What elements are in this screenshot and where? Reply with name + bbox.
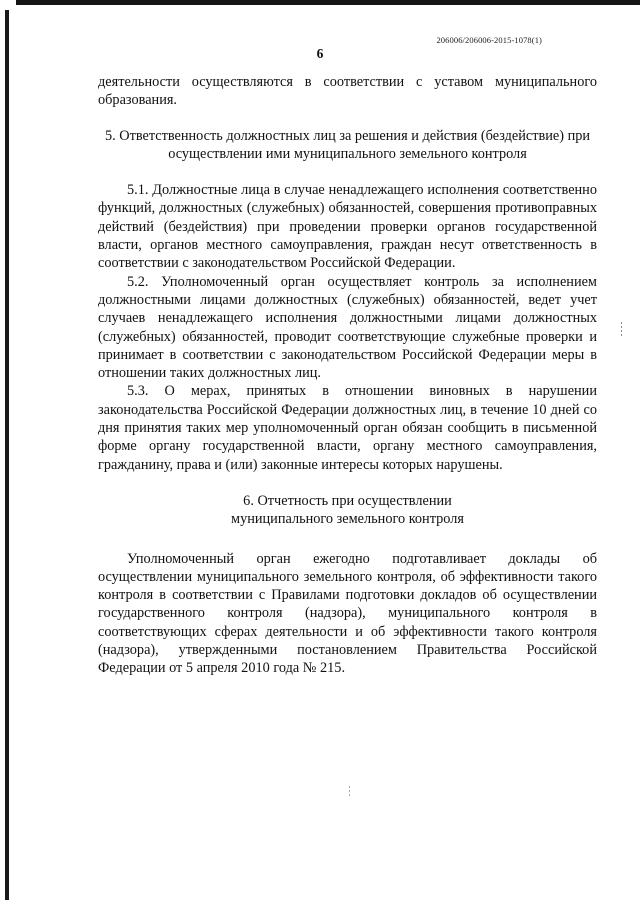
- section-6-title-line-2: муниципального земельного контроля: [231, 511, 464, 528]
- clause-5-3: 5.3. О мерах, принятых в отношении виновных в нарушении законодательства Российской Федерации должностных лиц, в течение 10 дней со дня принятия таких мер уполномоченный орган обязан сообщить в письменной форме органу государственной власти, органу местного самоуправления, гражданину, права и (или) законные интересы которых нарушены.: [98, 383, 597, 473]
- clause-5-1: 5.1. Должностные лица в случае ненадлежащего исполнения соответственно функций, должностных (служебных) обязанностей, совершения противоправных действий (бездействия) при проведении проверки органов государственной власти, органов местного самоуправления, граждан несут ответственность в соответствии с законодательством Российской Федерации.: [98, 182, 597, 272]
- section-6-title-line-1: 6. Отчетность при осуществлении: [243, 492, 452, 509]
- scan-artifact-mark: [349, 786, 350, 796]
- scan-artifact-mark: [621, 322, 622, 336]
- scan-top-border: [16, 0, 640, 5]
- opening-paragraph: деятельности осуществляются в соответствии с уставом муниципального образования.: [98, 74, 597, 109]
- section-6-paragraph: Уполномоченный орган ежегодно подготавливает доклады об осуществлении муниципального земельного контроля, об эффективности такого контроля в соответствии с Правилами подготовки докладов об осуществлении государственного контроля (надзора), муниципального контроля в соответствующих сферах деятельности и об эффективности такого контроля (надзора), утвержденными постановлением Правительства Российской Федерации от 5 апреля 2010 года № 215.: [98, 550, 597, 677]
- section-6-title: [98, 492, 597, 529]
- clause-5-2: 5.2. Уполномоченный орган осуществляет контроль за исполнением должностными лицами должностных (служебных) обязанностей, ведет учет случаев ненадлежащего исполнения должностными лицами должностных (служебных) обязанностей, проводит соответствующие служебные проверки и принимает в соответствии с законодательством Российской Федерации меры в отношении таких должностных лиц.: [98, 273, 597, 382]
- section-5-title: 5. Ответственность должностных лиц за решения и действия (бездействие) при осуществлении ими муниципального земельного контроля: [104, 127, 591, 162]
- page-number: 6: [316, 46, 324, 61]
- scan-left-border: [5, 10, 9, 900]
- document-id: 206006/206006-2015-1078(1): [436, 35, 542, 45]
- document-body: [98, 73, 597, 678]
